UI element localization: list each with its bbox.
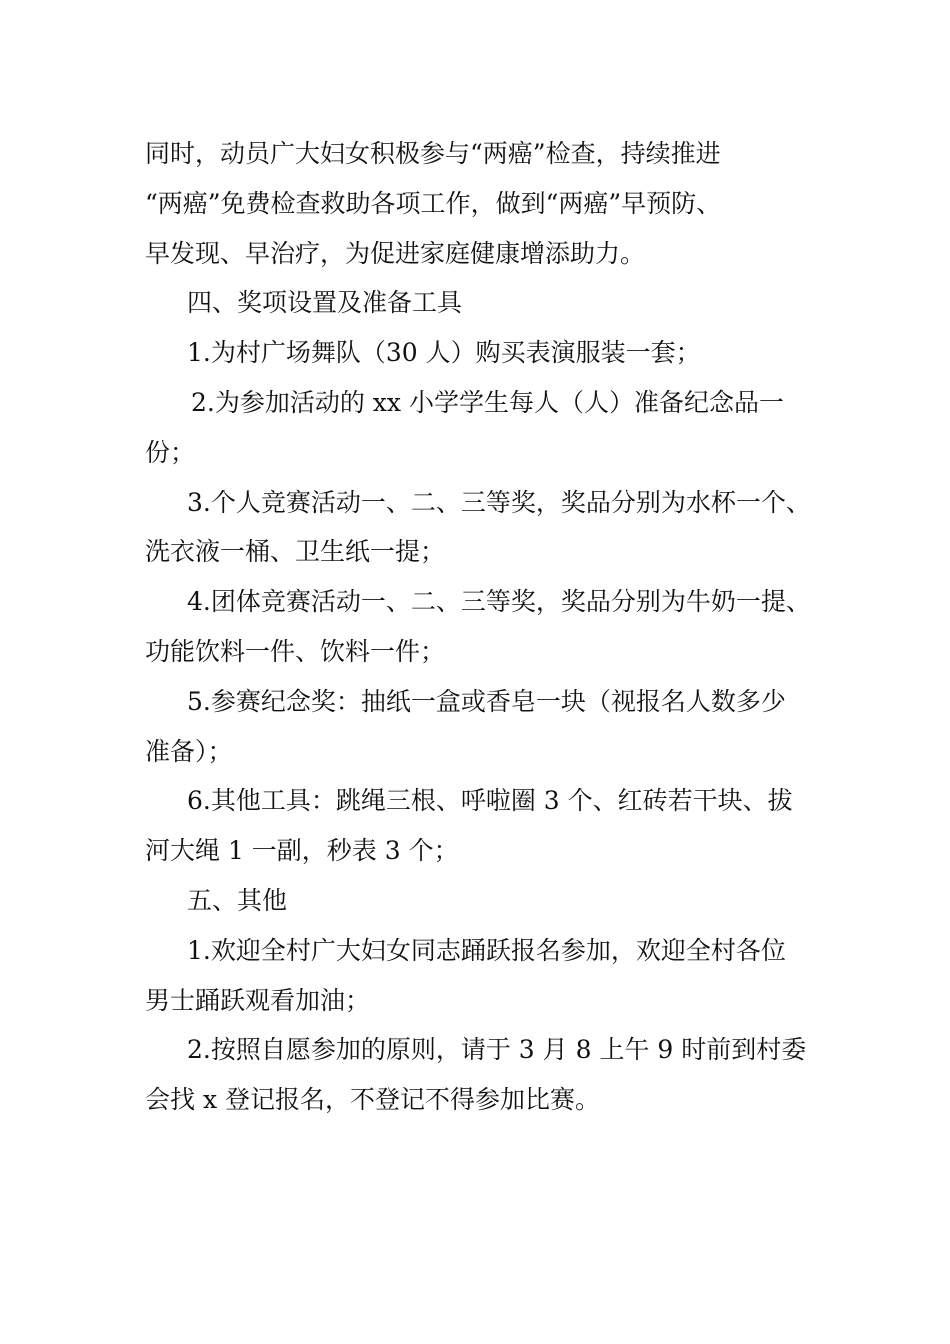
list-item-continuation: 会找 x 登记报名，不登记不得参加比赛。 [145,1085,600,1115]
list-item: 6.其他工具：跳绳三根、呼啦圈 3 个、红砖若干块、拔 [187,786,793,816]
list-item: 2.按照自愿参加的原则，请于 3 月 8 上午 9 时前到村委 [187,1035,807,1065]
document-body [145,129,845,1125]
list-item-continuation: 河大绳 1 一副，秒表 3 个； [145,836,459,866]
paragraph-line: 早发现、早治疗，为促进家庭健康增添助力。 [145,238,646,268]
list-item: 1.欢迎全村广大妇女同志踊跃报名参加，欢迎全村各位 [187,935,786,965]
list-item: 4.团体竞赛活动一、二、三等奖，奖品分别为牛奶一提、 [187,587,811,617]
list-item-continuation: 男士踊跃观看加油； [145,985,371,1015]
list-item-continuation: 功能饮料一件、饮料一件； [145,636,446,666]
paragraph-line: 同时，动员广大妇女积极参与“两癌”检查，持续推进 [145,139,721,168]
list-item: 1.为村广场舞队（30 人）购买表演服装一套； [187,338,701,368]
list-item: 5.参赛纪念奖：抽纸一盒或香皂一块（视报名人数多少 [187,686,786,716]
list-item-continuation: 洗衣液一桶、卫生纸一提； [145,537,446,567]
list-item: 2.为参加活动的 xx 小学学生每人（人）准备纪念品一 [191,387,784,417]
section-heading-awards: 四、奖项设置及准备工具 [187,288,463,318]
list-item: 3.个人竞赛活动一、二、三等奖，奖品分别为水杯一个、 [187,487,811,517]
list-item-continuation: 份； [145,437,196,467]
list-item-continuation: 准备）； [145,736,233,766]
paragraph-line: “两癌”免费检查救助各项工作，做到“两癌”早预防、 [145,188,722,218]
section-heading-other: 五、其他 [187,885,288,915]
